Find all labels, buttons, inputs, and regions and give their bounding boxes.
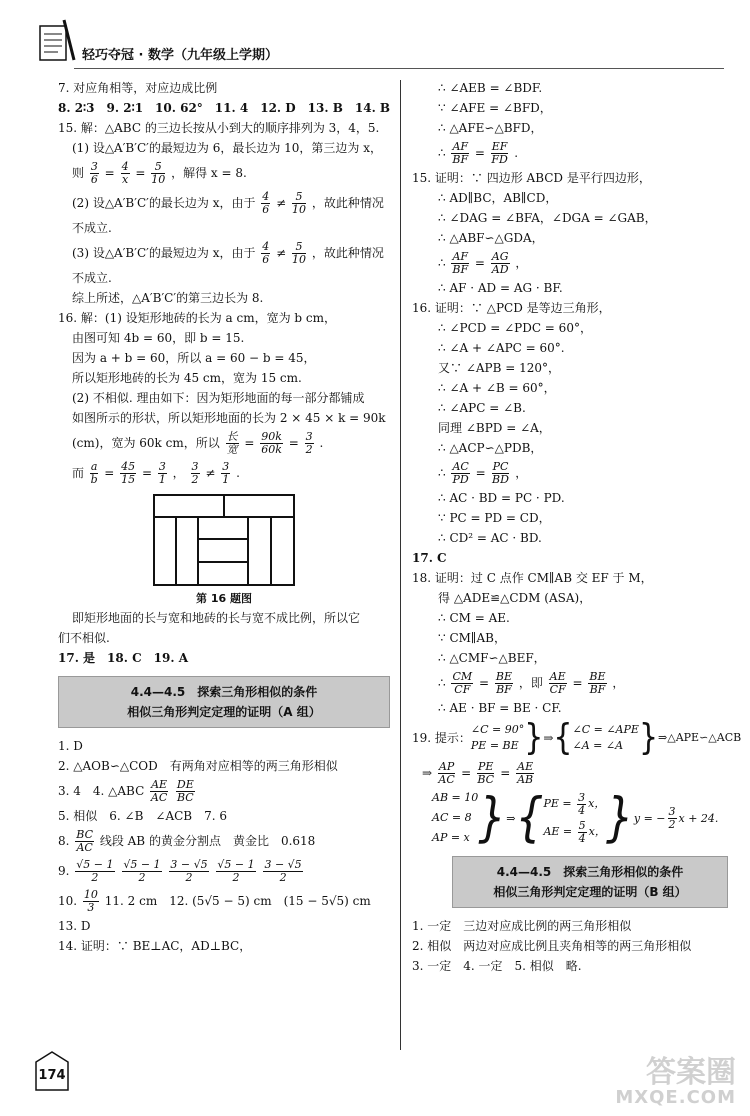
- fraction: [151, 161, 165, 186]
- fraction: [451, 141, 469, 166]
- num: 5: [578, 818, 586, 832]
- answer-16-d: (2) 不相似. 理由如下：因为矩形地面的每一部分都铺成: [72, 391, 365, 405]
- text: ，故此种情况: [311, 246, 384, 260]
- num: 90k: [261, 430, 282, 443]
- den: 3: [87, 901, 95, 914]
- num: AF: [452, 250, 469, 263]
- fraction: [438, 761, 455, 786]
- answer-16-i: 们不相似.: [58, 631, 110, 645]
- fraction: [305, 431, 314, 456]
- right-column: [412, 78, 742, 976]
- arrow: ⇒: [422, 766, 433, 780]
- solutions: [543, 790, 605, 846]
- answer-16-g: [58, 458, 390, 488]
- brace-icon: }: [524, 716, 544, 759]
- answer-15-part3: [58, 238, 390, 268]
- fraction: [292, 241, 306, 266]
- num: AE: [549, 670, 566, 683]
- den: 6: [262, 253, 270, 266]
- fraction: [226, 431, 239, 456]
- text: 10.: [58, 894, 78, 908]
- fraction: [122, 859, 161, 884]
- den: 1: [222, 473, 230, 486]
- num: 3 − √5: [264, 858, 302, 871]
- answer-19-ratio: [412, 758, 728, 788]
- text: 则: [72, 166, 85, 180]
- den: CF: [454, 683, 471, 696]
- proof-line: [412, 668, 728, 698]
- text: ，: [515, 466, 528, 480]
- text: AE =: [543, 825, 573, 838]
- num: 3: [158, 460, 166, 473]
- fraction: [588, 671, 606, 696]
- text: ，故此种情况: [311, 196, 384, 210]
- answer-7: 7. 对应角相等，对应边成比例: [58, 81, 218, 95]
- den: 2: [305, 443, 313, 456]
- fraction: [120, 461, 136, 486]
- fraction: [158, 461, 167, 486]
- page-number: 174: [38, 1068, 66, 1083]
- proof-line: [412, 138, 728, 168]
- num: AE: [517, 760, 534, 773]
- proof-line: ∴ ∠AEB = ∠BDF.: [438, 81, 543, 95]
- den: 1: [158, 473, 166, 486]
- den: 2: [185, 871, 193, 884]
- fraction: [668, 806, 677, 831]
- den: CF: [549, 683, 566, 696]
- den: BD: [492, 473, 509, 486]
- num: 4: [121, 160, 129, 173]
- den: 4: [578, 831, 586, 845]
- fraction: [260, 431, 283, 456]
- den: AC: [438, 773, 455, 786]
- eq: =: [474, 256, 485, 270]
- tile: [271, 517, 294, 585]
- num: √5 − 1: [123, 858, 161, 871]
- fraction: [261, 241, 270, 266]
- answer-15-part2: [58, 188, 390, 218]
- left-column: [58, 78, 390, 956]
- text: ，即: [518, 676, 543, 690]
- eq: =: [104, 166, 115, 180]
- den: AC: [76, 841, 93, 854]
- den: b: [90, 473, 98, 486]
- num: 4: [262, 240, 270, 253]
- answer-16-c: 所以矩形地砖的长为 45 cm，宽为 15 cm.: [72, 371, 302, 385]
- proof-line: ∴ △AFE∽△BFD，: [438, 121, 543, 135]
- eq: =: [104, 466, 115, 480]
- proof-line: ∴ CD² = AC · BD.: [438, 531, 542, 545]
- cond: ∠C = ∠APE: [572, 723, 639, 736]
- eq: =: [244, 436, 255, 450]
- den: BF: [452, 153, 469, 166]
- brace-icon: {: [553, 716, 573, 759]
- fraction: [292, 191, 306, 216]
- fraction: [549, 671, 567, 696]
- proof-line: ∴ ∠PCD = ∠PDC = 60°，: [438, 321, 592, 335]
- den: FD: [491, 153, 508, 166]
- page-header: [34, 16, 724, 72]
- tile: [224, 495, 294, 517]
- tile: [198, 517, 248, 539]
- answer-19-system: [412, 788, 728, 848]
- proof-line: ∴ AE · BF = BE · CF.: [438, 701, 562, 715]
- proof-line: ∴ ∠A + ∠APC = 60°.: [438, 341, 565, 355]
- tile: [198, 539, 248, 562]
- answer-15-part1: (1) 设△A′B′C′的最短边为 6，最长边为 10，第三边为 x，: [72, 141, 382, 155]
- proof-line: [412, 248, 728, 278]
- num: PC: [492, 460, 509, 473]
- answer-19-right: [412, 716, 742, 759]
- num: 3: [578, 790, 586, 804]
- text: ，: [612, 676, 625, 690]
- text: 而: [72, 466, 85, 480]
- header-rule: [74, 68, 724, 69]
- a-answer-8: [58, 826, 390, 856]
- tile: [198, 562, 248, 585]
- a-answer-5-7: 5. 相似 6. ∠B ∠ACB 7. 6: [58, 809, 228, 823]
- answer-16-right: 16. 证明：∵ △PCD 是等边三角形，: [412, 301, 611, 315]
- den: 60k: [261, 443, 282, 456]
- fraction: [169, 859, 208, 884]
- num: 3: [191, 460, 199, 473]
- text: 11. 2 cm 12. (5√5 − 5) cm (15 − 5√5) cm: [104, 894, 371, 908]
- num: 5: [292, 191, 306, 204]
- fraction: [90, 161, 99, 186]
- conditions: [471, 722, 524, 754]
- a-answer-9: [58, 856, 390, 886]
- proof-line: 得 △ADE≌△CDM (ASA)，: [438, 591, 592, 605]
- num: 3: [90, 160, 98, 173]
- den: BF: [452, 263, 469, 276]
- a-answer-1: 1. D: [58, 739, 83, 753]
- text: ，: [172, 466, 185, 480]
- eq: =: [461, 766, 472, 780]
- num: 10: [83, 888, 98, 901]
- den: 2: [232, 871, 240, 884]
- deductions: [573, 722, 639, 754]
- den: 2: [91, 871, 99, 884]
- given: AP = x: [432, 831, 470, 844]
- fraction: [90, 461, 99, 486]
- den: 10: [151, 173, 166, 186]
- text: 3. 4 4. △ABC: [58, 784, 145, 798]
- fraction: [451, 461, 469, 486]
- den: 宽: [226, 443, 238, 456]
- cond: PE = BE: [470, 739, 519, 752]
- den: AB: [517, 773, 534, 786]
- text: x，: [588, 797, 606, 810]
- fraction: [491, 251, 510, 276]
- eq: =: [500, 766, 511, 780]
- tile: [176, 517, 198, 585]
- num: CM: [452, 670, 473, 683]
- text: ，: [515, 256, 528, 270]
- num: 3 − √5: [170, 858, 208, 871]
- text: 19. 提示：: [412, 731, 471, 745]
- b-answer-2: 2. 相似 两边对应成比例且夹角相等的两三角形相似: [412, 939, 692, 953]
- num: BE: [589, 670, 606, 683]
- proof-line: ∴ CM = AE.: [438, 611, 510, 625]
- den: 2: [668, 817, 676, 831]
- cond: ∠A = ∠A: [572, 739, 624, 752]
- num: √5 − 1: [76, 858, 114, 871]
- fraction: [83, 889, 99, 914]
- num: EF: [491, 140, 508, 153]
- column-divider: [400, 80, 401, 1050]
- text: .: [319, 436, 324, 450]
- eq: =: [141, 466, 153, 480]
- text: ，解得 x = 8.: [171, 166, 247, 180]
- answer-18-right: 18. 证明：过 C 点作 CM∥AB 交 EF 于 M，: [412, 571, 653, 585]
- a-answer-3-4: [58, 776, 390, 806]
- answer-16-b: 因为 a + b = 60，所以 a = 60 − b = 45，: [72, 351, 316, 365]
- text: y = −: [633, 811, 666, 825]
- text: ∴: [438, 146, 446, 160]
- figure-16: [153, 494, 295, 586]
- answer-16-h: 即矩形地面的长与宽和地砖的长与宽不成比例，所以它: [72, 611, 361, 625]
- den: PD: [452, 473, 469, 486]
- answers-8-14: 8. 2∶3 9. 2∶1 10. 62° 11. 4 12. D 13. B 14. B: [58, 101, 391, 115]
- fraction: [491, 141, 509, 166]
- den: 2: [138, 871, 146, 884]
- answer-15-conclusion: 综上所述，△A′B′C′的第三边长为 8.: [72, 291, 264, 305]
- solution-ae: [543, 818, 605, 846]
- text: .: [236, 466, 240, 480]
- proof-line: ∴ AF · AD = AG · BF.: [438, 281, 563, 295]
- proof-line: 又∵ ∠APB = 120°，: [438, 361, 561, 375]
- brace-icon: {: [515, 786, 544, 848]
- proof-line: ∴ △ABF∽△GDA，: [438, 231, 544, 245]
- den: BC: [477, 773, 495, 786]
- text: PE =: [543, 797, 572, 810]
- watermark-text: 答案圈: [646, 1055, 736, 1090]
- fraction: [261, 191, 270, 216]
- tile: [248, 517, 271, 585]
- neq: ≠: [276, 246, 287, 260]
- fraction: [121, 161, 130, 186]
- cond: ∠C = 90°: [470, 723, 525, 736]
- proof-line: [412, 458, 728, 488]
- neq: ≠: [205, 466, 216, 480]
- fraction: [150, 779, 168, 804]
- arrow: ⇒: [543, 731, 554, 745]
- answer-15-part1-eq: [58, 158, 390, 188]
- den: 4: [578, 803, 586, 817]
- den: 2: [279, 871, 287, 884]
- den: AC: [150, 791, 168, 804]
- num: BE: [495, 670, 512, 683]
- num: 3: [305, 430, 313, 443]
- num: 4: [262, 190, 270, 203]
- a-answer-14: 14. 证明：∵ BE⊥AC，AD⊥BC，: [58, 939, 252, 953]
- fraction: [75, 859, 114, 884]
- eq: =: [288, 436, 299, 450]
- text: 线段 AB 的黄金分割点 黄金比 0.618: [99, 834, 316, 848]
- arrow: ⇒: [506, 811, 516, 825]
- tile: [154, 517, 176, 585]
- num: 3: [668, 804, 676, 818]
- text: ∴: [438, 676, 446, 690]
- eq: =: [135, 166, 146, 180]
- fraction: [221, 461, 230, 486]
- book-pen-logo-icon: [34, 16, 78, 68]
- not-hold-1: 不成立.: [72, 221, 112, 235]
- a-answer-13: 13. D: [58, 919, 91, 933]
- num: 5: [151, 161, 165, 174]
- fraction: [176, 779, 195, 804]
- section-banner-b: [452, 856, 728, 908]
- proof-line: ∵ CM∥AB，: [438, 631, 506, 645]
- num: 45: [121, 460, 136, 473]
- text: (3) 设△A′B′C′的最短边为 x，由于: [72, 246, 256, 260]
- proof-line: ∴ △ACP∽△PDB，: [438, 441, 543, 455]
- fraction: [216, 859, 255, 884]
- answer-15-right: 15. 证明：∵ 四边形 ABCD 是平行四边形，: [412, 171, 651, 185]
- given-values: [432, 788, 478, 848]
- tile: [154, 495, 224, 517]
- den: x: [121, 173, 129, 186]
- watermark-url: MXQE.COM: [615, 1087, 736, 1108]
- fraction: [578, 820, 587, 845]
- den: 15: [121, 473, 136, 486]
- fraction: [477, 761, 494, 786]
- given: AC = 8: [432, 811, 472, 824]
- fraction: [75, 829, 94, 854]
- answer-15: 15. 解：△ABC 的三边长按从小到大的顺序排列为 3，4，5.: [58, 121, 380, 135]
- den: 10: [292, 203, 307, 216]
- answer-16-f: [58, 428, 390, 458]
- answer-17-right: 17. C: [412, 551, 447, 565]
- proof-line: ∴ AD∥BC，AB∥CD，: [438, 191, 558, 205]
- text: x + 24.: [678, 811, 719, 825]
- eq: =: [478, 676, 490, 690]
- not-hold-2: 不成立.: [72, 271, 112, 285]
- proof-line: ∴ △CMF∽△BEF，: [438, 651, 546, 665]
- banner-line: 相似三角形判定定理的证明（B 组）: [493, 885, 687, 899]
- proof-line: ∴ ∠APC = ∠B.: [438, 401, 526, 415]
- text: (2) 设△A′B′C′的最长边为 x，由于: [72, 196, 256, 210]
- a-answer-10-12: [58, 886, 390, 916]
- num: AE: [151, 778, 168, 791]
- neq: ≠: [276, 196, 287, 210]
- fraction: [495, 671, 513, 696]
- num: AC: [452, 460, 469, 473]
- result: ⇒△APE∽△ACB: [658, 731, 742, 744]
- fraction: [451, 671, 473, 696]
- given: AB = 10: [432, 791, 479, 804]
- proof-line: ∵ PC = PD = CD，: [438, 511, 551, 525]
- answer-16-e: 如图所示的形状，所以矩形地面的长为 2 × 45 × k = 90k: [72, 411, 386, 425]
- text: 9.: [58, 864, 70, 878]
- proof-line: ∴ ∠DAG = ∠BFA，∠DGA = ∠GAB，: [438, 211, 657, 225]
- brace-icon: }: [478, 786, 507, 848]
- eq: =: [475, 466, 486, 480]
- num: AF: [452, 140, 469, 153]
- den: BC: [176, 791, 194, 804]
- eq: =: [474, 146, 485, 160]
- proof-line: ∴ AC · BD = PC · PD.: [438, 491, 565, 505]
- den: BF: [496, 683, 512, 696]
- watermark: [615, 1055, 736, 1108]
- answer-16: 16. 解：(1) 设矩形地砖的长为 a cm，宽为 b cm，: [58, 311, 337, 325]
- den: 10: [292, 253, 307, 266]
- den: BF: [589, 683, 606, 696]
- num: PE: [477, 760, 494, 773]
- solution-pe: [543, 790, 605, 818]
- text: (cm)，宽为 60k cm，所以: [72, 436, 220, 450]
- den: 2: [191, 473, 199, 486]
- brace-icon: }: [638, 716, 659, 759]
- fraction: [451, 251, 469, 276]
- fraction: [263, 859, 302, 884]
- b-answer-1: 1. 一定 三边对应成比例的两三角形相似: [412, 919, 632, 933]
- text: .: [514, 146, 519, 160]
- num: a: [90, 460, 98, 473]
- banner-line: 4.4—4.5 探索三角形相似的条件: [496, 865, 684, 879]
- den: AD: [491, 263, 509, 276]
- num: 5: [292, 241, 306, 254]
- proof-line: 同理 ∠BPD = ∠A，: [438, 421, 551, 435]
- eq: =: [572, 676, 583, 690]
- num: 3: [222, 460, 230, 473]
- header-title: 轻巧夺冠 · 数学（九年级上学期）: [82, 48, 278, 63]
- num: √5 − 1: [217, 858, 255, 871]
- num: AP: [438, 760, 455, 773]
- figure-16-caption: 第 16 题图: [196, 592, 252, 605]
- a-answer-2: 2. △AOB∽△COD 有两角对应相等的两三角形相似: [58, 759, 338, 773]
- brace-icon: }: [605, 786, 634, 848]
- answer-16-a: 由图可知 4b = 60，即 b = 15.: [72, 331, 245, 345]
- fraction: [191, 461, 200, 486]
- proof-line: ∴ ∠A + ∠B = 60°，: [438, 381, 556, 395]
- answers-17-19: 17. 是 18. C 19. A: [58, 651, 189, 665]
- text: x，: [588, 825, 606, 838]
- text: ∴: [438, 256, 446, 270]
- num: AG: [491, 250, 509, 263]
- fraction: [577, 792, 586, 817]
- num: BC: [76, 828, 93, 841]
- num: DE: [176, 778, 194, 791]
- den: 6: [262, 203, 270, 216]
- fraction: [492, 461, 510, 486]
- text: 8.: [58, 834, 70, 848]
- banner-line: 相似三角形判定定理的证明（A 组）: [127, 705, 321, 719]
- text: ∴: [438, 466, 446, 480]
- proof-line: ∵ ∠AFE = ∠BFD，: [438, 101, 552, 115]
- section-banner-a: [58, 676, 390, 728]
- num: 长: [226, 430, 238, 443]
- fraction: [516, 761, 534, 786]
- b-answer-3-5: 3. 一定 4. 一定 5. 相似 略.: [412, 959, 582, 973]
- den: 6: [90, 173, 98, 186]
- banner-line: 4.4—4.5 探索三角形相似的条件: [130, 685, 318, 699]
